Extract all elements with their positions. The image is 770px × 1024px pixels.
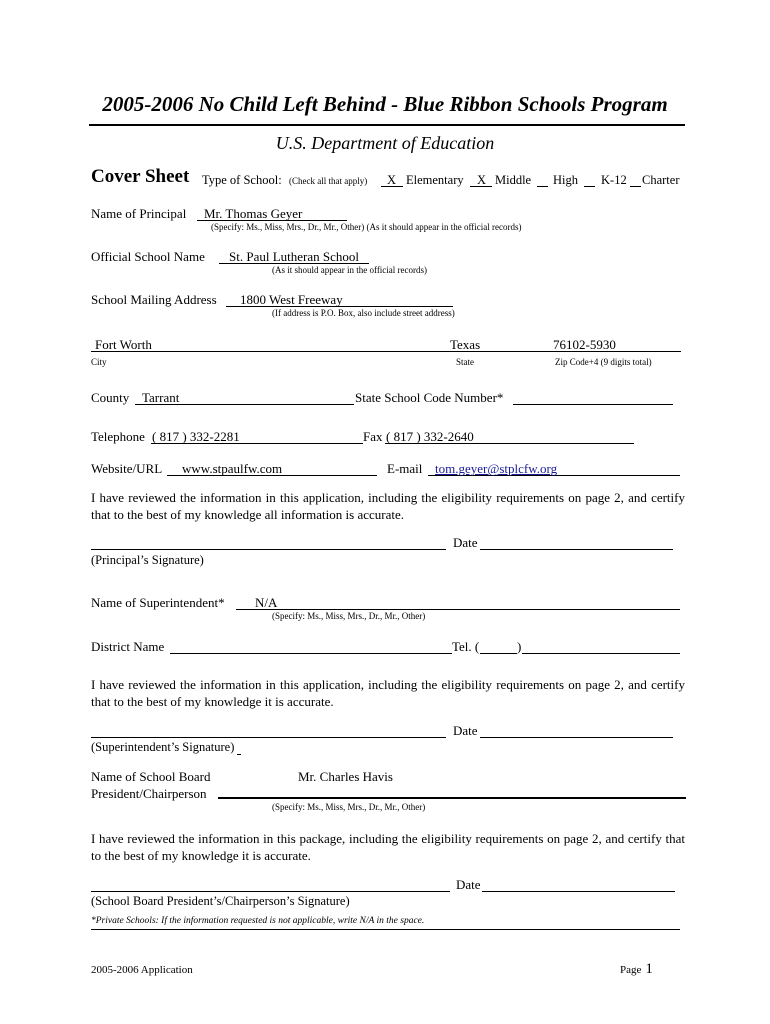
district-tel-area-line[interactable] [480,653,517,654]
superintendent-date-line[interactable] [480,737,673,738]
superintendent-value: N/A [255,595,278,610]
principal-signature-line[interactable] [91,549,446,550]
footer-application-label: 2005-2006 Application [91,964,193,976]
district-name-field-line[interactable] [170,653,452,654]
school-name-label: Official School Name [91,249,205,264]
state-label: State [456,357,474,367]
superintendent-signature-line[interactable] [91,737,446,738]
principal-date-label: Date [453,535,478,550]
board-date-label: Date [456,877,481,892]
board-signature-caption: (School Board President’s/Chairperson’s Signature) [91,894,350,908]
k12-label: K-12 [601,173,627,187]
district-tel-label: Tel. ( [452,639,480,654]
principal-date-line[interactable] [480,549,673,550]
superintendent-certification-text: I have reviewed the information in this application, including the eligibility requirements on page 2, and certify that to the best of my knowledge it is accurate. [91,677,685,709]
school-type-label: Type of School: [202,173,282,187]
superintendent-note: (Specify: Ms., Miss, Mrs., Dr., Mr., Other) [272,611,426,621]
state-value: Texas [450,337,481,352]
board-label-line2: President/Chairperson [91,786,207,801]
principal-certification-text: I have reviewed the information in this application, including the eligibility requirements on page 2, and certify that to the best of my knowledge all information is accurate. [91,490,685,522]
board-president-note: (Specify: Ms., Miss, Mrs., Dr., Mr., Other) [272,802,426,812]
board-certification-text: I have reviewed the information in this package, including the eligibility requirements on page 2, and certify that to the best of my knowledge it is accurate. [91,831,685,863]
elementary-label: Elementary [406,173,464,187]
district-tel-close: ) [517,639,522,654]
state-code-field-line[interactable] [513,404,673,405]
fax-label: Fax [363,429,383,444]
high-check[interactable] [537,186,548,187]
zip-value: 76102-5930 [553,337,616,352]
city-label: City [91,357,107,367]
board-president-field-line[interactable] [218,797,686,799]
charter-label: Charter [642,173,680,187]
k12-check[interactable] [584,186,595,187]
cover-sheet-heading: Cover Sheet [91,166,190,187]
charter-check[interactable] [630,186,641,187]
board-signature-line[interactable] [91,891,450,892]
school-type-note: (Check all that apply) [289,176,368,186]
website-value: www.stpaulfw.com [182,461,283,476]
principal-note: (Specify: Ms., Miss, Mrs., Dr., Mr., Other) (As it should appear in the official records) [211,222,522,232]
board-date-line[interactable] [482,891,675,892]
school-name-value: St. Paul Lutheran School [229,249,359,264]
middle-label: Middle [495,173,532,187]
mailing-address-label: School Mailing Address [91,292,217,307]
superintendent-label: Name of Superintendent* [91,595,225,610]
district-tel-field-line[interactable] [522,653,680,654]
principal-value: Mr. Thomas Geyer [204,206,303,221]
title-rule [89,124,685,126]
page-title: 2005-2006 No Child Left Behind - Blue Ribbon Schools Program [102,92,668,116]
footer-page-label: Page [620,964,642,976]
superintendent-date-label: Date [453,723,478,738]
superintendent-signature-caption: (Superintendent’s Signature) [91,740,235,754]
board-president-value: Mr. Charles Havis [298,769,393,784]
mailing-address-value: 1800 West Freeway [240,292,343,307]
city-value: Fort Worth [95,337,152,352]
principal-label: Name of Principal [91,206,187,221]
elementary-mark: X [387,173,397,187]
principal-signature-caption: (Principal’s Signature) [91,553,204,567]
middle-mark: X [477,173,487,187]
board-label-line1: Name of School Board [91,769,211,784]
footer-page [620,960,653,978]
email-value[interactable]: tom.geyer@stplcfw.org [435,461,558,476]
county-label: County [91,390,130,405]
school-name-note: (As it should appear in the official records) [272,265,428,275]
private-schools-footnote: *Private Schools: If the information requested is not applicable, write N/A in the space. [91,916,425,926]
telephone-value: ( 817 ) 332-2281 [152,429,240,444]
state-code-label: State School Code Number* [355,390,504,405]
email-label: E-mail [387,461,423,476]
telephone-label: Telephone [91,429,145,444]
footnote-rule [91,929,680,930]
superintendent-caption-underline [237,754,241,755]
zip-label: Zip Code+4 (9 digits total) [555,357,652,367]
website-label: Website/URL [91,461,163,476]
high-label: High [553,173,578,187]
district-name-label: District Name [91,639,165,654]
county-value: Tarrant [142,390,180,405]
fax-value: ( 817 ) 332-2640 [386,429,474,444]
mailing-address-note: (If address is P.O. Box, also include street address) [272,308,455,318]
superintendent-field-line[interactable] [236,609,680,610]
footer-page-number: 1 [645,961,653,977]
page-subtitle: U.S. Department of Education [275,133,495,153]
